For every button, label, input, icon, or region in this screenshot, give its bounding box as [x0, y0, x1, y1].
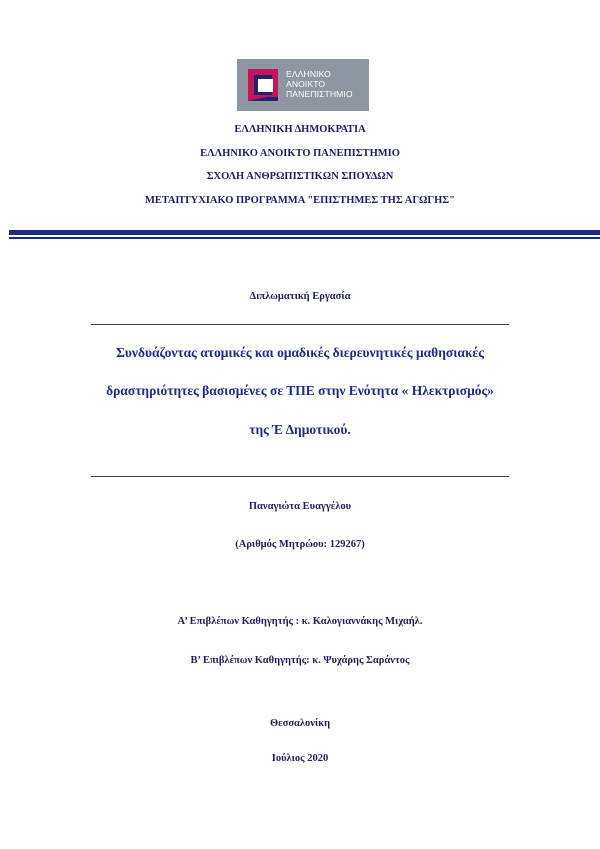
- author-name: Παναγιώτα Ευαγγέλου: [248, 501, 352, 512]
- date: Ιούλιος 2020: [271, 753, 329, 764]
- logo-text: [286, 69, 353, 99]
- header-divider-thick: [9, 230, 600, 235]
- header-school: ΣΧΟΛΗ ΑΝΘΡΩΠΙΣΤΙΚΩΝ ΣΠΟΥΔΩΝ: [206, 171, 394, 182]
- title-rule-bottom: [91, 476, 509, 477]
- city: Θεσσαλονίκη: [269, 718, 331, 729]
- title-line-3: της Έ Δημοτικού.: [249, 422, 351, 437]
- header-divider-thin: [9, 237, 600, 239]
- header-republic: ΕΛΛΗΝΙΚΗ ΔΗΜΟΚΡΑΤΙΑ: [234, 124, 366, 135]
- registration-number: (Αριθμός Μητρώου: 129267): [235, 539, 365, 550]
- header-program: ΜΕΤΑΠΤΥΧΙΑΚΟ ΠΡΟΓΡΑΜΜΑ "ΕΠΙΣΤΗΜΕΣ ΤΗΣ ΑΓΩΓΗΣ": [145, 195, 455, 206]
- title-rule-top: [91, 324, 509, 325]
- supervisor-b: Β’ Επιβλέπων Καθηγητής: κ. Ψυχάρης Σαράντος: [190, 655, 410, 666]
- logo-text-line2: ΑΝΟΙΚΤΟ: [286, 79, 326, 89]
- eap-logo-mark-icon: [237, 59, 289, 111]
- document-type: Διπλωματική Εργασία: [249, 291, 351, 302]
- title-line-1: Συνδυάζοντας ατομικές και ομαδικές διερευνητικές μαθησιακές: [116, 345, 484, 360]
- supervisor-a: Α’ Επιβλέπων Καθηγητής : κ. Καλογιαννάκης Μιχαήλ.: [177, 616, 423, 627]
- title-line-2: δραστηριότητες βασισμένες σε ΤΠΕ στην Ενότητα « Ηλεκτρισμός»: [106, 383, 494, 398]
- header-university: ΕΛΛΗΝΙΚΟ ΑΝΟΙΚΤΟ ΠΑΝΕΠΙΣΤΗΜΙΟ: [200, 148, 400, 159]
- logo-text-line1: ΕΛΛΗΝΙΚΟ: [286, 69, 331, 79]
- university-logo: [237, 59, 369, 111]
- logo-text-line3: ΠΑΝΕΠΙΣΤΗΜΙΟ: [286, 89, 353, 99]
